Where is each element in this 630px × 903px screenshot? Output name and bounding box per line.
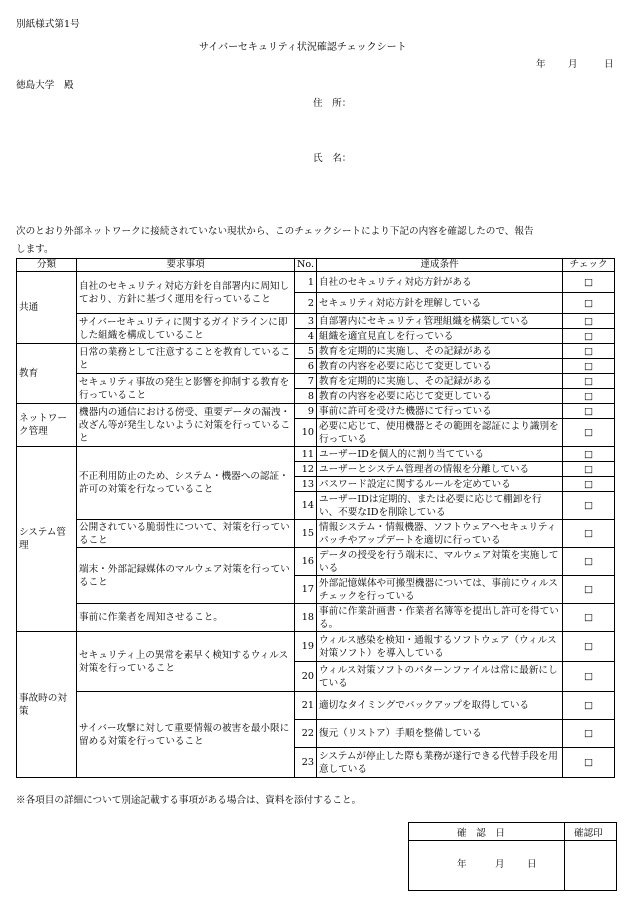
category-cell: 事故時の対策 [17, 632, 77, 778]
item-no: 20 [295, 662, 317, 692]
intro-line-1: 次のとおり外部ネットワークに接続されていない現状から、このチェックシートにより下記の内容を確認したので、報告 [16, 226, 534, 237]
requirement-cell: 不正利用防止のため、システム・機器への認証・許可の対策を行なっていること [77, 447, 295, 520]
condition-cell: 組織を適宜見直しを行っている [317, 329, 563, 344]
item-no: 19 [295, 632, 317, 662]
table-row [17, 692, 615, 720]
check-box[interactable]: □ [563, 548, 615, 576]
item-no: 18 [295, 604, 317, 632]
item-no: 10 [295, 419, 317, 447]
date-day: 日 [604, 59, 614, 70]
category-cell: 共通 [17, 272, 77, 344]
recipient: 徳島大学 殿 [16, 80, 74, 91]
item-no: 22 [295, 720, 317, 748]
check-box[interactable]: □ [563, 477, 615, 492]
check-box[interactable]: □ [563, 329, 615, 344]
item-no: 9 [295, 404, 317, 419]
condition-cell: ユーザーIDは定期的、または必要に応じて棚卸を行い、不要なIDを削除している [317, 492, 563, 520]
item-no: 16 [295, 548, 317, 576]
header-requirement: 要求事項 [77, 259, 295, 272]
condition-cell: ウィルス感染を検知・通報するソフトウェア（ウィルス対策ソフト）を導入している [317, 632, 563, 662]
check-box[interactable]: □ [563, 374, 615, 389]
condition-cell: 自社のセキュリティ対応方針がある [317, 272, 563, 293]
date-year: 年 [536, 59, 546, 70]
confirm-year: 年 [457, 859, 467, 870]
intro-line-2: します。 [16, 244, 54, 255]
condition-cell: ウィルス対策ソフトのパターンファイルは常に最新にしている [317, 662, 563, 692]
confirm-seal-header: 確認印 [574, 828, 603, 839]
category-cell: 教育 [17, 344, 77, 404]
check-box[interactable]: □ [563, 604, 615, 632]
item-no: 11 [295, 447, 317, 462]
check-box[interactable]: □ [563, 748, 615, 778]
check-box[interactable]: □ [563, 662, 615, 692]
requirement-cell: セキュリティ事故の発生と影響を抑制する教育を行っていること [77, 374, 295, 404]
check-box[interactable]: □ [563, 492, 615, 520]
condition-cell: 事前に許可を受けた機器にて行っている [317, 404, 563, 419]
check-box[interactable]: □ [563, 389, 615, 404]
condition-cell: パスワード設定に関するルールを定めている [317, 477, 563, 492]
item-no: 8 [295, 389, 317, 404]
item-no: 6 [295, 359, 317, 374]
check-box[interactable]: □ [563, 419, 615, 447]
table-row [17, 272, 615, 293]
requirement-cell: 機器内の通信における傍受、重要データの漏洩・改ざん等が発生しないように対策を行っていること [77, 404, 295, 447]
header-category: 分類 [17, 259, 77, 272]
check-box[interactable]: □ [563, 576, 615, 604]
requirement-cell: サイバーセキュリティに関するガイドラインに即した組織を構成していること [77, 314, 295, 344]
check-box[interactable]: □ [563, 344, 615, 359]
footnote: ※各項目の詳細について別途記載する事項がある場合は、資料を添付すること。 [16, 795, 362, 806]
item-no: 3 [295, 314, 317, 329]
condition-cell: 自部署内にセキュリティ管理組織を構築している [317, 314, 563, 329]
check-box[interactable]: □ [563, 720, 615, 748]
check-box[interactable]: □ [563, 692, 615, 720]
condition-cell: ユーザーIDを個人的に割り当てている [317, 447, 563, 462]
check-box[interactable]: □ [563, 520, 615, 548]
table-row [17, 374, 615, 389]
item-no: 17 [295, 576, 317, 604]
confirm-seal-field[interactable] [565, 841, 615, 889]
item-no: 2 [295, 293, 317, 314]
category-cell: ネットワーク管理 [17, 404, 77, 447]
requirement-cell: サイバー攻撃に対して重要情報の被害を最小限に留める対策を行っていること [77, 692, 295, 778]
table-row [17, 548, 615, 576]
requirement-cell: 自社のセキュリティ対応方針を自部署内に周知しており、方針に基づく運用を行っていること [77, 272, 295, 314]
table-row [17, 632, 615, 662]
confirm-day: 日 [527, 859, 537, 870]
check-box[interactable]: □ [563, 272, 615, 293]
condition-cell: 教育を定期的に実施し、その記録がある [317, 374, 563, 389]
item-no: 23 [295, 748, 317, 778]
table-row [17, 404, 615, 419]
requirement-cell: 事前に作業者を周知させること。 [77, 604, 295, 632]
condition-cell: システムが停止した際も業務が遂行できる代替手段を用意している [317, 748, 563, 778]
item-no: 13 [295, 477, 317, 492]
confirm-month: 月 [495, 859, 505, 870]
form-number: 別紙様式第1号 [16, 19, 80, 30]
condition-cell: 教育の内容を必要に応じて変更している [317, 359, 563, 374]
table-row [17, 344, 615, 359]
confirmation-box [408, 822, 617, 891]
requirement-cell: 公開されている脆弱性について、対策を行っていること [77, 520, 295, 548]
requirement-cell: セキュリティ上の異常を素早く検知するウィルス対策を行っていること [77, 632, 295, 692]
name-label: 氏 名： [313, 153, 352, 164]
table-row [17, 520, 615, 548]
condition-cell: ユーザーとシステム管理者の情報を分離している [317, 462, 563, 477]
table-row [17, 314, 615, 329]
condition-cell: セキュリティ対応方針を理解している [317, 293, 563, 314]
check-box[interactable]: □ [563, 632, 615, 662]
condition-cell: 教育の内容を必要に応じて変更している [317, 389, 563, 404]
check-box[interactable]: □ [563, 293, 615, 314]
item-no: 1 [295, 272, 317, 293]
condition-cell: 外部記憶媒体や可搬型機器については、事前にウィルスチェックを行っている [317, 576, 563, 604]
check-box[interactable]: □ [563, 359, 615, 374]
requirement-cell: 端末・外部記録媒体のマルウェア対策を行っていること [77, 548, 295, 604]
item-no: 5 [295, 344, 317, 359]
item-no: 15 [295, 520, 317, 548]
address-label: 住 所： [313, 98, 352, 109]
condition-cell: 事前に作業計画書・作業者名簿等を提出し許可を得ている。 [317, 604, 563, 632]
requirement-cell: 日常の業務として注意することを教育していること [77, 344, 295, 374]
condition-cell: データの授受を行う端末に、マルウェア対策を実施している [317, 548, 563, 576]
check-box[interactable]: □ [563, 447, 615, 462]
condition-cell: 適切なタイミングでバックアップを取得している [317, 692, 563, 720]
page-title: サイバーセキュリティ状況確認チェックシート [199, 42, 407, 53]
condition-cell: 教育を定期的に実施し、その記録がある [317, 344, 563, 359]
check-box[interactable]: □ [563, 462, 615, 477]
item-no: 21 [295, 692, 317, 720]
condition-cell: 情報システム・情報機器、ソフトウェアへセキュリティパッチやアップデートを適切に行っている [317, 520, 563, 548]
category-cell: システム管理 [17, 447, 77, 632]
header-check: チェック [563, 259, 615, 272]
header-condition: 達成条件 [317, 259, 563, 272]
check-box[interactable]: □ [563, 314, 615, 329]
header-no: No. [295, 259, 317, 272]
check-box[interactable]: □ [563, 404, 615, 419]
date-month: 月 [568, 59, 578, 70]
confirm-date-header: 確 認 日 [457, 828, 505, 839]
item-no: 12 [295, 462, 317, 477]
item-no: 7 [295, 374, 317, 389]
item-no: 14 [295, 492, 317, 520]
table-row [17, 604, 615, 632]
table-header-row [17, 259, 615, 272]
item-no: 4 [295, 329, 317, 344]
condition-cell: 必要に応じて、使用機器とその範囲を認証により識別を行っている [317, 419, 563, 447]
checklist-table [16, 258, 615, 778]
condition-cell: 復元（リストア）手順を整備している [317, 720, 563, 748]
table-row [17, 447, 615, 462]
